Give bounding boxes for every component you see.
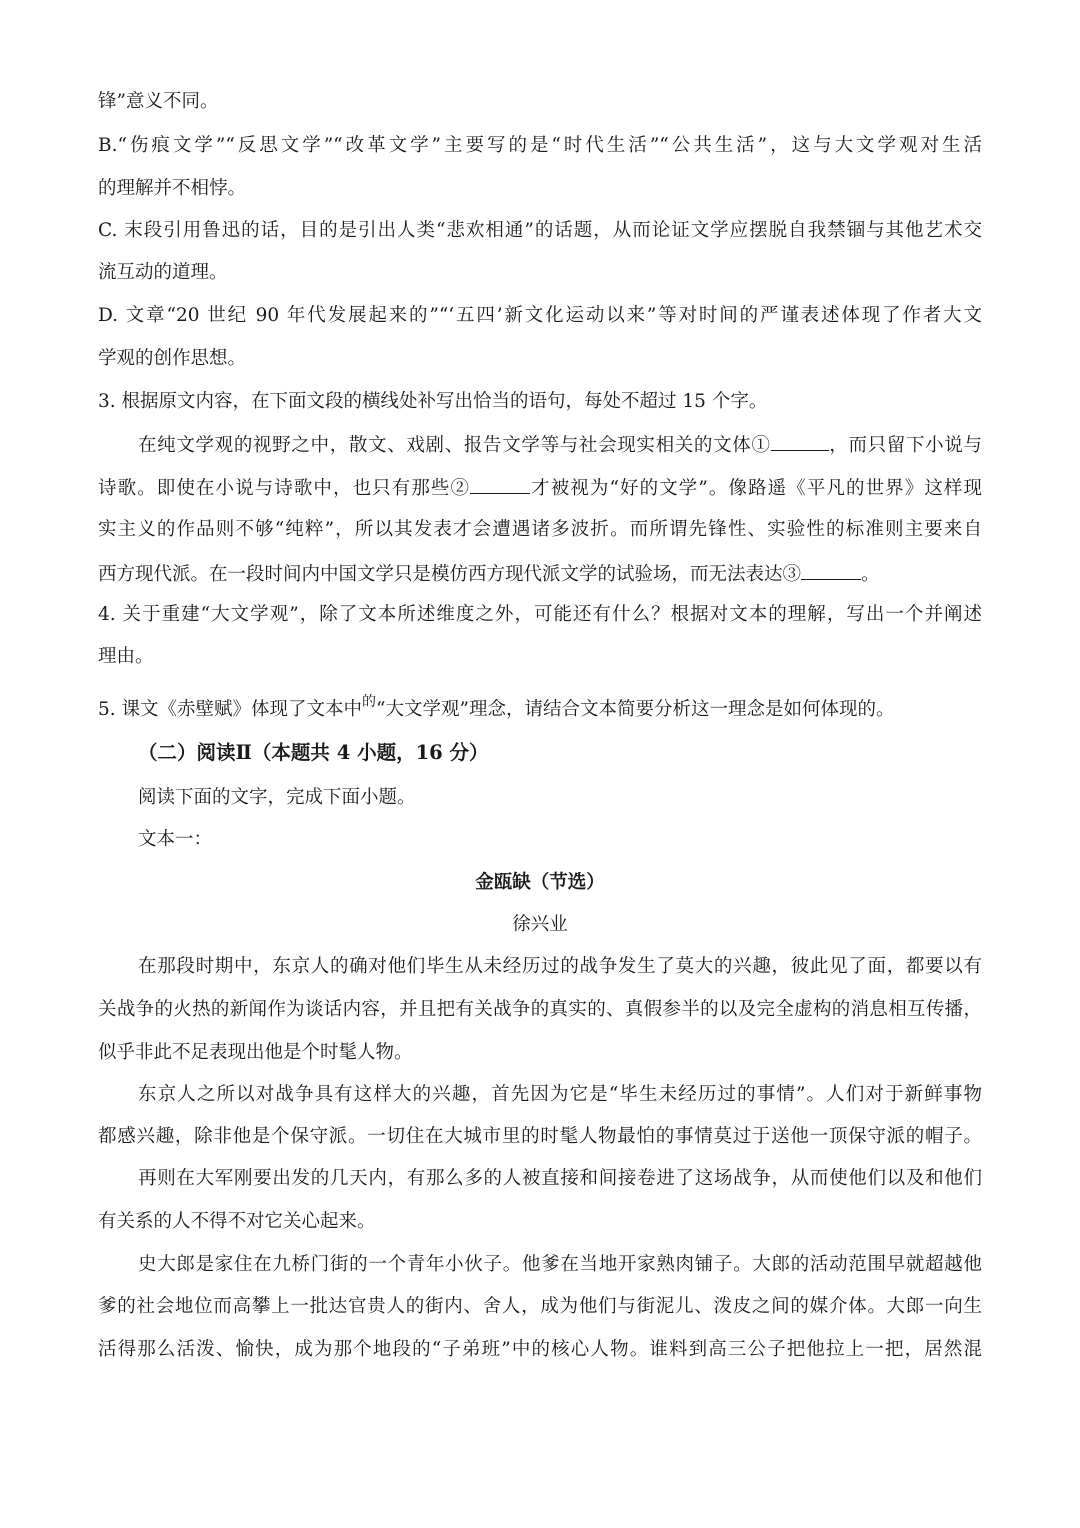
text-one-label: 文本一： (138, 829, 213, 850)
para1-line3: 似乎非此不足表现出他是个时髦人物。 (98, 1042, 413, 1063)
question-4-line1: 4. 关于重建“大文学观”，除了文本所述维度之外，可能还有什么？根据对文本的理解，写出一个并阐述 (98, 604, 982, 625)
q5-text-b: “大文学观”理念，请结合文本简要分析这一理念是如何体现的。 (376, 699, 895, 720)
q3-text-1b: ，而只留下小说与 (828, 435, 982, 456)
option-c-line2: 流互动的道理。 (98, 262, 228, 283)
question-4-line2: 理由。 (98, 646, 154, 667)
para2-line2: 都感兴趣，除非他是个保守派。一切住在大城市里的时髦人物最怕的事情莫过于送他一顶保守派的帽子。 (98, 1126, 982, 1147)
q5-text-a: 5. 课文《赤壁赋》体现了文本中 (98, 699, 363, 720)
answer-blank-1[interactable] (771, 432, 829, 451)
answer-blank-2[interactable] (470, 475, 530, 494)
para1-line1: 在那段时期中，东京人的确对他们毕生从未经历过的战争发生了莫大的兴趣，彼此见了面，都要以有 (138, 956, 982, 977)
option-c-line1: C. 末段引用鲁迅的话，目的是引出人类“悲欢相通”的话题，从而论证文学应摆脱自我禁锢与其他艺术交 (98, 220, 982, 241)
para3-line1: 再则在大军刚要出发的几天内，有那么多的人被直接和间接卷进了这场战争，从而使他们以及和他们 (138, 1168, 982, 1189)
passage-author: 徐兴业 (512, 914, 568, 935)
option-b-line1: B.“伤痕文学”“反思文学”“改革文学”主要写的是“时代生活”“公共生活”，这与大文学观对生活 (98, 135, 982, 156)
q3-text-4a: 西方现代派。在一段时间内中国文学只是模仿西方现代派文学的试验场，而无法表达③ (98, 564, 802, 585)
section-heading: （二）阅读Ⅱ（本题共 4 小题，16 分） (138, 741, 489, 764)
para3-line2: 有关系的人不得不对它关心起来。 (98, 1211, 376, 1232)
q3-para-line4 (98, 561, 982, 587)
passage-title: 金瓯缺（节选） (475, 872, 605, 893)
q3-text-1a: 在纯文学观的视野之中，散文、戏剧、报告文学等与社会现实相关的文体① (138, 435, 771, 456)
q3-text-4b: 。 (861, 564, 880, 585)
question-3: 3. 根据原文内容，在下面文段的横线处补写出恰当的语句，每处不超过 15 个字。 (98, 391, 768, 412)
option-b-line2: 的理解并不相悖。 (98, 178, 247, 199)
option-d-line2: 学观的创作思想。 (98, 348, 247, 369)
q3-para-line2 (98, 475, 982, 501)
q3-text-2b: 才被视为“好的文学”。像路遥《平凡的世界》这样现 (530, 478, 982, 499)
reading-instruction: 阅读下面的文字，完成下面小题。 (138, 787, 416, 808)
para4-line3: 活得那么活泼、愉快，成为那个地段的“子弟班”中的核心人物。谁料到高三公子把他拉上一把，居然混 (98, 1339, 982, 1360)
option-a-tail: 锋”意义不同。 (98, 91, 219, 112)
option-d-line1: D. 文章“20 世纪 90 年代发展起来的”“‘五四’新文化运动以来”等对时间的严谨表述体现了作者大文 (98, 305, 982, 326)
para4-line2: 爹的社会地位而高攀上一批达官贵人的街内、舍人，成为他们与街泥儿、泼皮之间的媒介体。大郎一向生 (98, 1296, 982, 1317)
q3-text-2a: 诗歌。即使在小说与诗歌中，也只有那些② (98, 478, 471, 499)
q3-para-line1 (138, 432, 982, 458)
q5-superscript: 的 (362, 694, 377, 710)
question-5 (98, 694, 982, 723)
para2-line1: 东京人之所以对战争具有这样大的兴趣，首先因为它是“毕生未经历过的事情”。人们对于新鲜事物 (138, 1084, 982, 1105)
q3-para-line3: 实主义的作品则不够“纯粹”，所以其发表才会遭遇诸多波折。而所谓先锋性、实验性的标准则主要来自 (98, 519, 982, 540)
para4-line1: 史大郎是家住在九桥门街的一个青年小伙子。他爹在当地开家熟肉铺子。大郎的活动范围早就超越他 (138, 1254, 982, 1275)
answer-blank-3[interactable] (801, 561, 861, 580)
para1-line2: 关战争的火热的新闻作为谈话内容，并且把有关战争的真实的、真假参半的以及完全虚构的消息相互传播， (98, 999, 982, 1020)
